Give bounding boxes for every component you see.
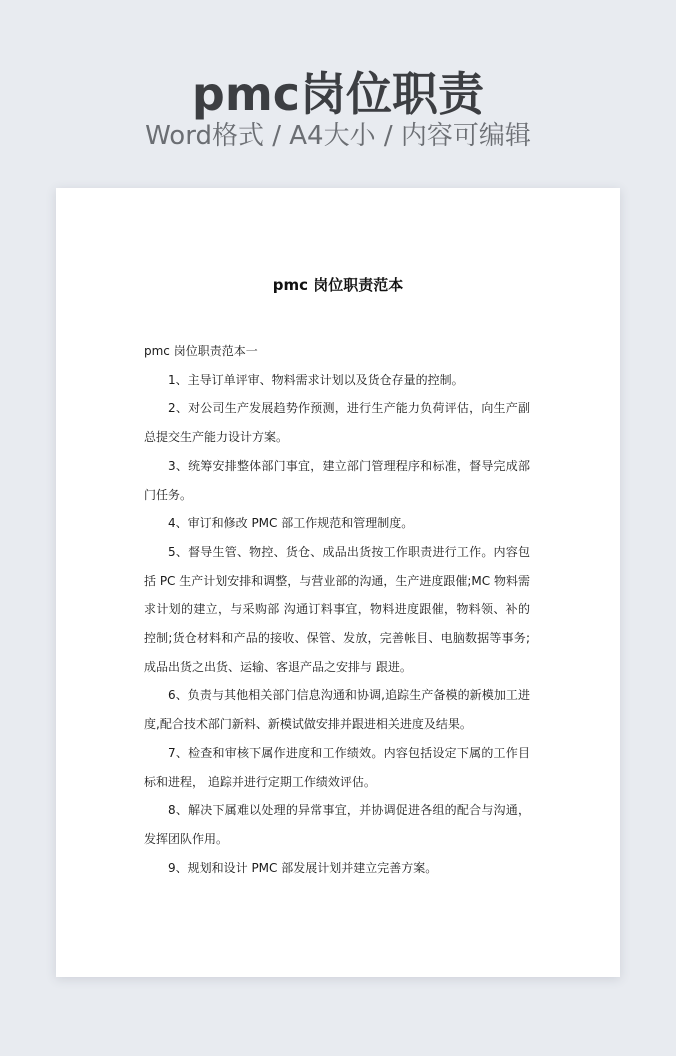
document-page xyxy=(56,188,620,977)
paragraph-6: 6、负责与其他相关部门信息沟通和协调,追踪生产备模的新模加工进度,配合技术部门新料、新模试做安排并跟进相关进度及结果。 xyxy=(144,688,530,732)
paragraph-1: 1、主导订单评审、物料需求计划以及货仓存量的控制。 xyxy=(168,372,464,387)
header-banner xyxy=(0,0,676,186)
banner-subtitle: Word格式 / A4大小 / 内容可编辑 xyxy=(145,121,531,151)
document-subtitle: pmc 岗位职责范本一 xyxy=(144,344,258,358)
paragraph-7: 7、检查和审核下属作进度和工作绩效。内容包括设定下属的工作目标和进程， 追踪并进行定期工作绩效评估。 xyxy=(144,745,530,789)
banner-title: pmc岗位职责 xyxy=(191,67,485,121)
paragraph-3: 3、统筹安排整体部门事宜，建立部门管理程序和标准，督导完成部门任务。 xyxy=(144,458,530,502)
document-title: pmc 岗位职责范本 xyxy=(272,276,404,294)
paragraph-9: 9、规划和设计 PMC 部发展计划并建立完善方案。 xyxy=(168,860,438,875)
paragraph-8: 8、解决下属难以处理的异常事宜，并协调促进各组的配合与沟通，发挥团队作用。 xyxy=(144,803,530,846)
paragraph-4: 4、审订和修改 PMC 部工作规范和管理制度。 xyxy=(168,516,414,531)
document-body xyxy=(144,337,530,882)
paragraph-5: 5、督导生管、物控、货仓、成品出货按工作职责进行工作。内容包括 PC 生产计划安排和调整，与营业部的沟通，生产进度跟催;MC 物料需求计划的建立，与采购部 沟通订料事宜，物料进度跟催，物料领、补的控制;货仓材料和产品的接收、保管、发放，完善帐目、电脑数据等事务;成品出货之出货、运输、客退产品之安排与 跟进。 xyxy=(144,544,530,674)
paragraph-2: 2、对公司生产发展趋势作预测，进行生产能力负荷评估，向生产副总提交生产能力设计方案。 xyxy=(144,401,530,445)
